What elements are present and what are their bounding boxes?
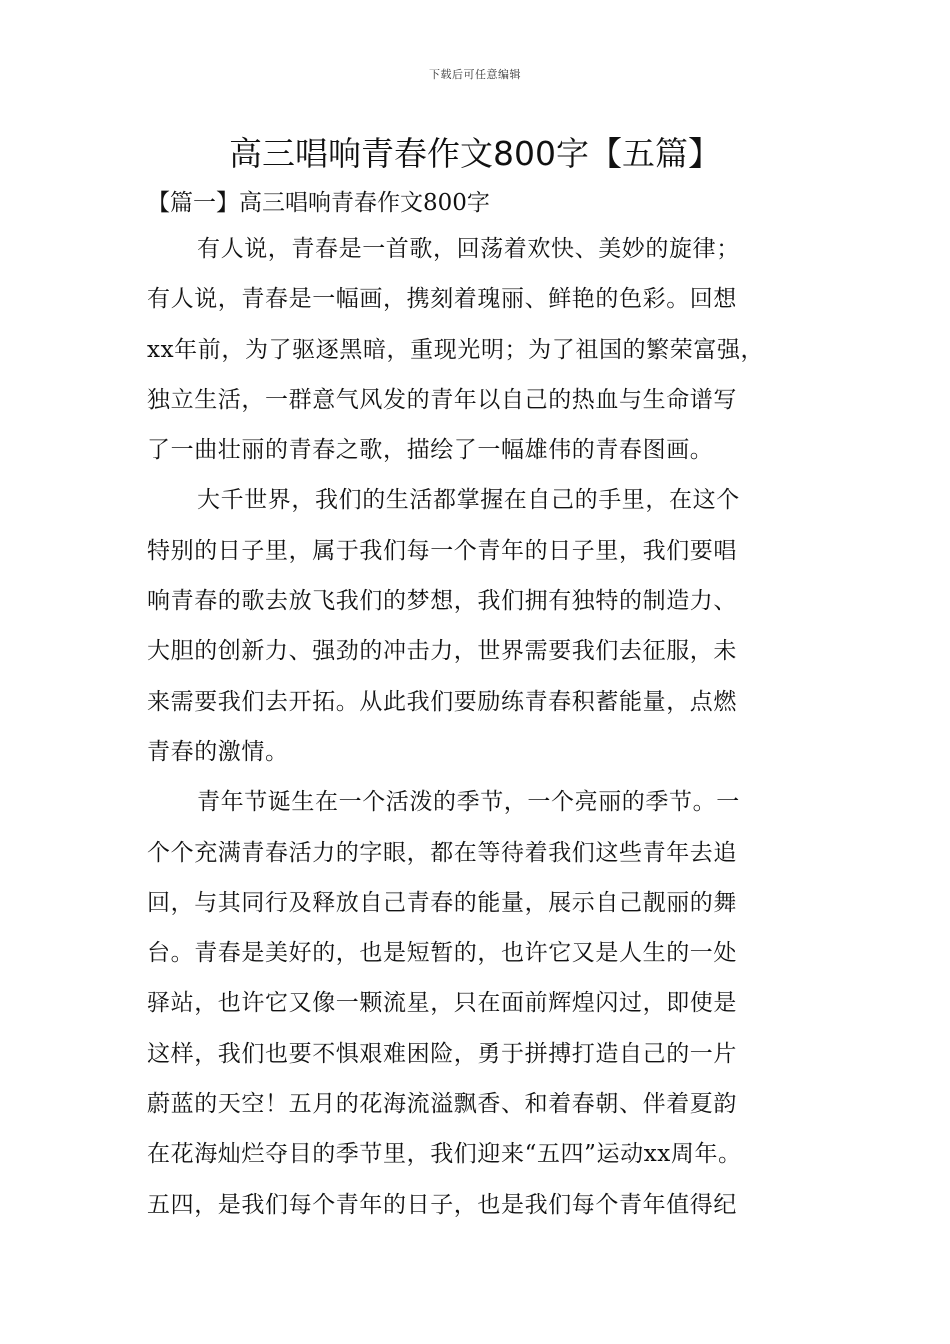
text-line: 五四，是我们每个青年的日子，也是我们每个青年值得纪 [147,1191,737,1218]
section-heading: 【篇一】高三唱响青春作文800字 [147,190,490,216]
text-line: 特别的日子里，属于我们每一个青年的日子里，我们要唱 [147,537,737,564]
text-line: 独立生活，一群意气风发的青年以自己的热血与生命谱写 [147,386,737,413]
document-title: 高三唱响青春作文800字【五篇】 [229,134,721,173]
text-line: 大胆的创新力、强劲的冲击力，世界需要我们去征服，未 [147,638,737,665]
text-line: 响青春的歌去放飞我们的梦想，我们拥有独特的制造力、 [147,588,737,615]
text-line: 来需要我们去开拓。从此我们要励练青春积蓄能量，点燃 [147,688,737,715]
body-text [147,224,827,1230]
text-line: xx年前，为了驱逐黑暗，重现光明；为了祖国的繁荣富强， [147,336,765,363]
text-line: 回，与其同行及释放自己青春的能量，展示自己靓丽的舞 [147,889,737,916]
header-note: 下载后可任意编辑 [429,68,521,81]
text-line: 蔚蓝的天空！五月的花海流溢飘香、和着春朝、伴着夏韵 [147,1091,737,1118]
text-line: 大千世界，我们的生活都掌握在自己的手里，在这个 [197,487,740,514]
text-line: 驿站，也许它又像一颗流星，只在面前辉煌闪过，即使是 [147,990,737,1017]
text-line: 个个充满青春活力的字眼，都在等待着我们这些青年去追 [147,839,737,866]
text-line: 有人说，青春是一幅画，携刻着瑰丽、鲜艳的色彩。回想 [147,286,737,313]
text-line: 青春的激情。 [147,738,289,765]
text-line: 在花海灿烂夺目的季节里，我们迎来“五四”运动xx周年。 [147,1141,742,1168]
text-line: 青年节诞生在一个活泼的季节，一个亮丽的季节。一 [197,789,740,816]
text-line: 台。青春是美好的，也是短暂的，也许它又是人生的一处 [147,940,737,967]
text-line: 有人说，青春是一首歌，回荡着欢快、美妙的旋律； [197,236,740,262]
text-line: 了一曲壮丽的青春之歌，描绘了一幅雄伟的青春图画。 [147,437,714,464]
text-line: 这样，我们也要不惧艰难困险，勇于拼搏打造自己的一片 [147,1040,737,1067]
